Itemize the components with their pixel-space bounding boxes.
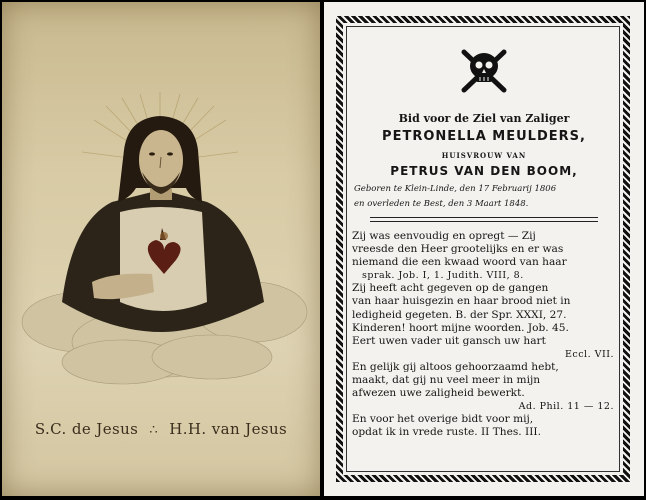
deceased-name: PETRONELLA MEULDERS, <box>382 129 586 144</box>
divider <box>370 217 598 218</box>
text-line: Eert uwen vader uit gansch uw hart <box>352 334 546 347</box>
text-line: Zij heeft acht gegeven op de gangen <box>352 282 549 295</box>
text-line: maakt, dat gij nu veel meer in mijn <box>352 374 541 387</box>
memorial-card <box>324 2 644 496</box>
text-line: Kinderen! hoort mijne woorden. Job. 45. <box>352 321 569 334</box>
text-line: afwezen uwe zaligheid bewerkt. <box>352 387 525 400</box>
text-line: Ad. Phil. 11 — 12. <box>518 401 614 413</box>
devotional-image-panel <box>2 2 320 496</box>
prayer-heading: Bid voor de Ziel van Zaliger <box>398 112 570 125</box>
text-line: opdat ik in vrede ruste. II Thes. III. <box>352 426 541 439</box>
skull-crossbones-icon <box>458 44 510 96</box>
spouse-label: HUISVROUW VAN <box>441 151 527 160</box>
text-line: van haar huisgezin en haar brood niet in <box>352 295 571 308</box>
text-line: En gelijk gij altoos gehoorzaamd hebt, <box>352 360 559 373</box>
text-line: vreesde den Heer grootelijks en er was <box>352 243 564 256</box>
death-line: en overleden te Best, den 3 Maart 1848. <box>354 199 529 209</box>
spouse-name: PETRUS VAN DEN BOOM, <box>390 164 578 178</box>
memorial-text <box>352 230 618 440</box>
text-line: Zij was eenvoudig en opregt — Zij <box>352 230 536 242</box>
text-line: niemand die een kwaad woord van haar <box>352 256 567 269</box>
text-line: En voor het overige bidt voor mij, <box>352 413 534 426</box>
text-line: Eccl. VII. <box>564 348 614 360</box>
birth-line: Geboren te Klein-Linde, den 17 Februarij 1806 <box>354 184 557 194</box>
caption-left: S.C. de Jesus <box>34 420 139 438</box>
caption-separator: ∴ <box>149 423 159 438</box>
text-line: ledigheid gegeten. B. der Spr. XXXI, 27. <box>352 308 567 321</box>
text-line: sprak. Job. I, 1. Judith. VIII, 8. <box>362 270 524 282</box>
image-caption <box>2 420 320 438</box>
caption-right: H.H. van Jesus <box>169 420 288 438</box>
divider <box>370 221 598 222</box>
